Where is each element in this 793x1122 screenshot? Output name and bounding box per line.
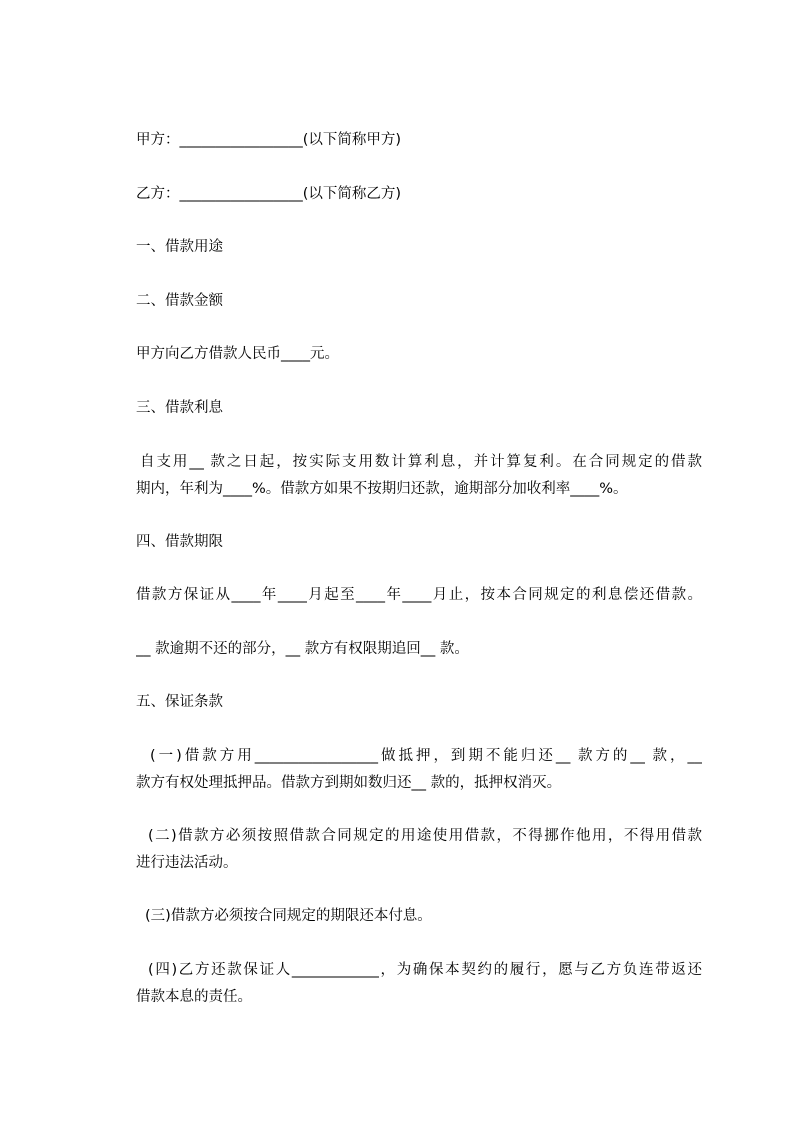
guarantee-item-2-line-2: 进行违法活动。 xyxy=(136,855,238,871)
section-heading-purpose: 一、借款用途 xyxy=(136,239,223,255)
section-heading-term: 四、借款期限 xyxy=(136,534,223,550)
guarantee-item-4-line-2: 借款本息的责任。 xyxy=(136,989,252,1005)
guarantee-item-1-line-2: 款方有权处理抵押品。借款方到期如数归还__ 款的，抵押权消灭。 xyxy=(136,775,562,791)
party-a-line: 甲方：_________________(以下简称甲方) xyxy=(136,132,402,148)
section-heading-interest: 三、借款利息 xyxy=(136,400,223,416)
term-clause: 借款方保证从____年____月起至____年____月止，按本合同规定的利息偿还借款。 xyxy=(136,587,702,603)
party-b-line: 乙方：_________________(以下简称乙方) xyxy=(136,186,402,202)
guarantee-item-3: (三)借款方必须按合同规定的期限还本付息。 xyxy=(145,908,432,924)
section-heading-guarantee: 五、保证条款 xyxy=(136,694,223,710)
interest-clause-line-2: 期内，年利为____%。借款方如果不按期归还款，逾期部分加收利率____%。 xyxy=(136,481,628,497)
guarantee-item-2-line-1: (二)借款方必须按照借款合同规定的用途使用借款，不得挪作他用，不得用借款 xyxy=(148,828,702,844)
interest-clause-line-1: 自支用__ 款之日起，按实际支用数计算利息，并计算复利。在合同规定的借款 xyxy=(140,454,702,470)
guarantee-item-1-line-1: (一)借款方用_________________做抵押，到期不能归还__ 款方的__ 款，__ xyxy=(150,748,702,764)
guarantee-item-4-line-1: (四)乙方还款保证人____________，为确保本契约的履行，愿与乙方负连带返还 xyxy=(148,962,702,978)
section-heading-amount: 二、借款金额 xyxy=(136,293,223,309)
amount-clause: 甲方向乙方借款人民币____元。 xyxy=(136,346,339,362)
overdue-clause: __ 款逾期不还的部分，__ 款方有权限期追回__ 款。 xyxy=(136,641,469,657)
